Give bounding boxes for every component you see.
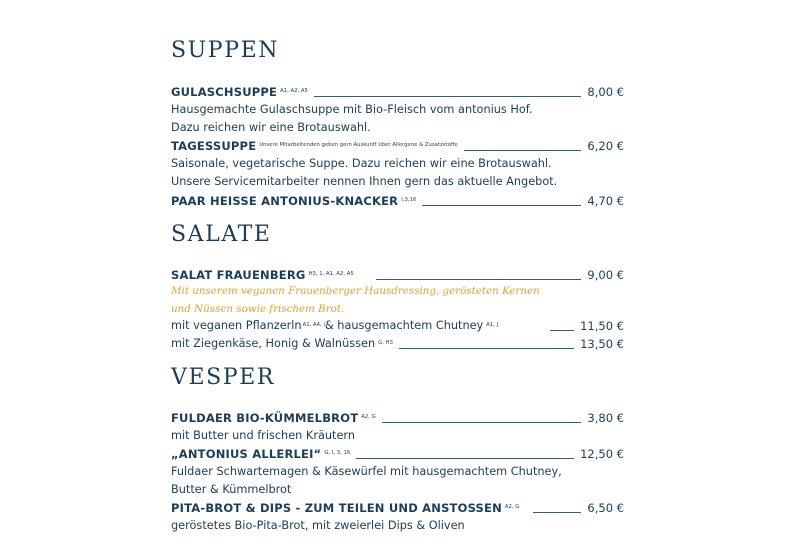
item-price: 9,00 € — [587, 268, 624, 282]
item-description-accent: und Nüssen sowie frischem Brot. — [171, 303, 345, 315]
item-name: „ANTONIUS ALLERLEI“ — [171, 447, 322, 461]
option-text: & hausgemachtem Chutney — [324, 319, 484, 332]
item-price: 11,50 € — [580, 319, 624, 333]
item-name: PAAR HEISSE ANTONIUS-KNACKER — [171, 194, 399, 208]
item-description: Dazu reichen wir eine Brotauswahl. — [171, 121, 371, 134]
section-title-vesper: VESPER — [171, 365, 276, 390]
option-text: mit veganen Pflanzerln — [171, 319, 302, 332]
item-name: SALAT FRAUENBERG — [171, 268, 306, 282]
price-leader — [376, 279, 582, 280]
item-price: 6,50 € — [587, 501, 624, 515]
section-title-suppen: SUPPEN — [171, 38, 280, 63]
item-description: Fuldaer Schwartemagen & Käsewürfel mit hausgemachtem Chutney, — [171, 465, 562, 478]
item-description: Butter & Kümmelbrot — [171, 483, 292, 496]
item-price: 4,70 € — [587, 194, 624, 208]
price-leader — [382, 422, 582, 423]
allergen-codes: A1, A4, I — [302, 322, 325, 328]
item-price: 13,50 € — [580, 337, 624, 351]
allergen-note: Unsere Mitarbeitenden geben gern Auskunft über Allergene & Zusatzstoffe — [259, 142, 458, 148]
item-description: Hausgemachte Gulaschsuppe mit Bio-Fleisch vom antonius Hof. — [171, 103, 533, 116]
menu-item-knacker — [171, 193, 624, 209]
item-price: 8,00 € — [587, 85, 624, 99]
allergen-codes: G, I, 3, 16 — [324, 450, 351, 456]
item-description: Unsere Servicemitarbeiter nennen Ihnen gern das aktuelle Angebot. — [171, 175, 558, 188]
price-leader — [464, 150, 582, 151]
allergen-codes: A1, A2, A5 — [280, 88, 308, 94]
item-description: mit Butter und frischen Kräutern — [171, 429, 356, 442]
price-leader — [533, 512, 581, 513]
section-title-salate: SALATE — [171, 222, 272, 247]
allergen-codes: A2, G — [504, 504, 520, 510]
item-name: GULASCHSUPPE — [171, 85, 278, 99]
item-name: FULDAER BIO-KÜMMELBROT — [171, 411, 359, 425]
menu-option-pflanzerl — [171, 318, 624, 334]
menu-item-salat-frauenberg — [171, 267, 624, 283]
menu-item-tagessuppe — [171, 138, 624, 154]
item-description: Saisonale, vegetarische Suppe. Dazu reichen wir eine Brotauswahl. — [171, 157, 552, 170]
item-description: geröstetes Bio-Pita-Brot, mit zweierlei Dips & Oliven — [171, 519, 465, 532]
allergen-codes: G, H3 — [378, 340, 393, 346]
price-leader — [550, 330, 574, 331]
allergen-codes: A2, G — [361, 414, 376, 420]
item-price: 6,20 € — [587, 139, 624, 153]
price-leader — [422, 205, 581, 206]
item-name: PITA-BROT & DIPS - ZUM TEILEN UND ANSTOSSEN — [171, 501, 502, 515]
allergen-codes: H3, 1, A1, A2, A5 — [308, 271, 354, 277]
menu-item-gulaschsuppe — [171, 84, 624, 100]
menu-item-antonius-allerlei — [171, 446, 624, 462]
menu-option-ziegenkaese — [171, 336, 624, 352]
item-name: TAGESSUPPE — [171, 139, 257, 153]
allergen-codes: I,3,16 — [401, 197, 417, 203]
price-leader — [314, 96, 582, 97]
price-leader — [399, 348, 574, 349]
item-description-accent: Mit unserem veganen Frauenberger Hausdressing, gerösteten Kernen — [171, 285, 540, 297]
option-text: mit Ziegenkäse, Honig & Walnüssen — [171, 337, 376, 350]
menu-item-pita-brot — [171, 500, 624, 516]
menu-item-kuemmelbrot — [171, 410, 624, 426]
allergen-codes: A1, J — [486, 322, 499, 328]
item-price: 3,80 € — [587, 411, 624, 425]
item-price: 12,50 € — [580, 447, 624, 461]
price-leader — [356, 458, 574, 459]
